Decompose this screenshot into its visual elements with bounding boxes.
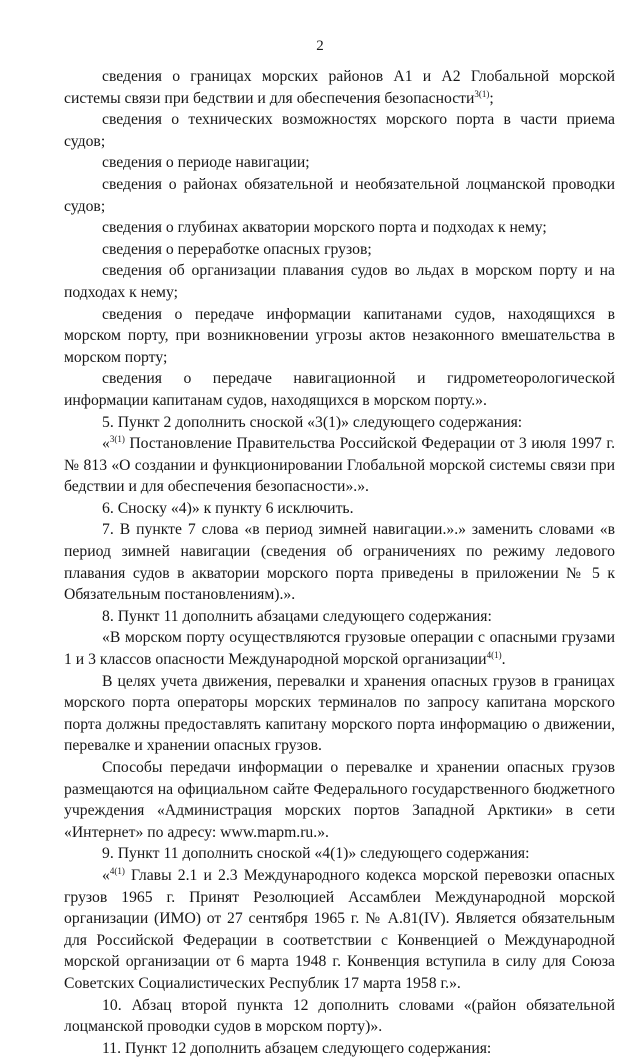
- paragraph: [64, 152, 615, 174]
- paragraph-text: 5. Пункт 2 дополнить сноской «3(1)» следующего содержания:: [102, 413, 523, 431]
- paragraph: [64, 498, 615, 520]
- paragraph-text: сведения о переработке опасных грузов;: [102, 240, 372, 258]
- paragraph-text: 9. Пункт 11 дополнить сноской «4(1)» следующего содержания:: [102, 845, 530, 863]
- paragraph: [64, 217, 615, 239]
- paragraph: [64, 239, 615, 261]
- paragraph-text: 8. Пункт 11 дополнить абзацами следующего содержания:: [102, 607, 492, 625]
- page-number: 2: [316, 38, 324, 54]
- paragraph: [64, 368, 615, 411]
- paragraph: [64, 757, 615, 843]
- paragraph-text: В целях учета движения, перевалки и хранения опасных грузов в границах морского порта операторы морских терминалов по запросу капитана морского порта должны предоставлять капитану морского порта информацию о движении, перевалке и хранении опасных грузов.: [64, 672, 615, 755]
- paragraph: [64, 519, 615, 605]
- paragraph: [64, 109, 615, 152]
- paragraph: [64, 66, 615, 109]
- paragraph: [64, 995, 615, 1038]
- paragraph: [64, 671, 615, 757]
- paragraph-text: сведения о передаче информации капитанами судов, находящихся в морском порту, при возникновении угрозы актов незаконного вмешательства в морском порту;: [64, 305, 615, 366]
- footnote-marker: 3(1): [109, 434, 125, 445]
- footnote-marker: 4(1): [486, 650, 502, 661]
- document-body: [64, 66, 615, 1059]
- paragraph: [64, 627, 615, 670]
- paragraph: [64, 304, 615, 369]
- paragraph-text: 10. Абзац второй пункта 12 дополнить словами «(район обязательной лоцманской проводки судов в морском порту)».: [64, 996, 615, 1036]
- paragraph: [64, 260, 615, 303]
- footnote-marker: 3(1): [474, 88, 490, 99]
- paragraph-text: сведения о технических возможностях морского порта в части приема судов;: [64, 111, 615, 150]
- paragraph-text: 7. В пункте 7 слова «в период зимней навигации.».» заменить словами «в период зимней навигации (сведения об ограничениях по режиму ледового плавания судов в акватории морского порта приведены в приложении № 5 к Обязательным постановлениям).».: [64, 521, 615, 604]
- paragraph-prefix: «: [102, 435, 110, 453]
- footnote-marker: 4(1): [109, 865, 125, 876]
- paragraph: [64, 865, 615, 995]
- paragraph-text: сведения о передаче навигационной и гидрометеорологической информации капитанам судов, находящихся в морском порту.».: [64, 370, 615, 409]
- paragraph-tail: .: [501, 651, 506, 669]
- paragraph-text: 11. Пункт 12 дополнить абзацем следующего содержания:: [102, 1039, 492, 1057]
- paragraph: [64, 843, 615, 865]
- paragraph: [64, 1038, 615, 1059]
- paragraph-text: сведения о периоде навигации;: [102, 154, 310, 172]
- paragraph-text: 6. Сноску «4)» к пункту 6 исключить.: [102, 499, 354, 517]
- paragraph-text: «В морском порту осуществляются грузовые операции с опасными грузами 1 и 3 классов опасности Международной морской организации: [64, 629, 615, 669]
- paragraph-tail: ;: [489, 89, 494, 107]
- paragraph-prefix: «: [102, 866, 110, 884]
- paragraph: [64, 412, 615, 434]
- paragraph: [64, 606, 615, 628]
- paragraph-text: сведения о глубинах акватории морского порта и подходах к нему;: [102, 219, 547, 237]
- paragraph: [64, 433, 615, 498]
- paragraph-text: Главы 2.1 и 2.3 Международного кодекса морской перевозки опасных грузов 1965 г. Принят Резолюцией Ассамблеи Международной морской организации (ИМО) от 27 сентября 1965 г. № А.81(IV). Является обязательным для Российской Федерации в соответствии с Конвенцией о Международной морской организации от 6 марта 1948 г. Конвенция вступила в силу для Союза Советских Социалистических Республик 17 марта 1958 г.».: [64, 866, 615, 992]
- paragraph: [64, 174, 615, 217]
- paragraph-text: сведения о границах морских районов А1 и А2 Глобальной морской системы связи при бедствии и для обеспечения безопасности: [64, 68, 615, 107]
- paragraph-text: Способы передачи информации о перевалке и хранении опасных грузов размещаются на официальном сайте Федерального государственного бюджетного учреждения «Администрация морских портов Западной Арктики» в сети «Интернет» по адресу: www.mapm.ru.».: [64, 759, 615, 841]
- paragraph-text: сведения о районах обязательной и необязательной лоцманской проводки судов;: [64, 175, 615, 215]
- paragraph-text: сведения об организации плавания судов во льдах в морском порту и на подходах к нему;: [64, 262, 615, 301]
- paragraph-text: Постановление Правительства Российской Федерации от 3 июля 1997 г. № 813 «О создании и функционировании Глобальной морской системы связи при бедствии и для обеспечения безопасности».».: [64, 435, 615, 496]
